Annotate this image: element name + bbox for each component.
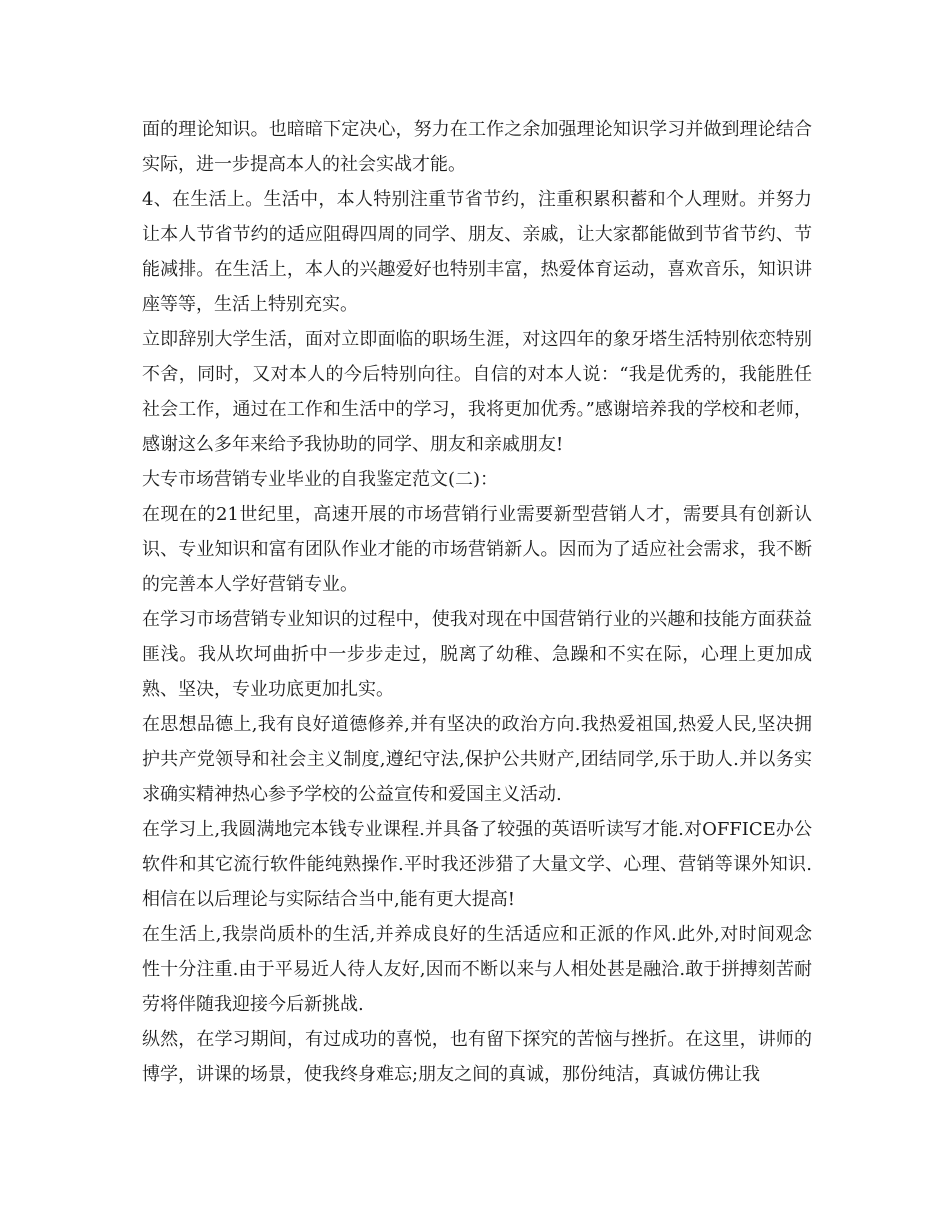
paragraph-21st-century: 在现在的21世纪里，高速开展的市场营销行业需要新型营销人才，需要具有创新认识、专业知识和富有团队作业才能的市场营销新人。因而为了适应社会需求，我不断的完善本人学好营销专业。 xyxy=(142,504,812,595)
paragraph-life-4: 4、在生活上。生活中，本人特别注重节省节约，注重积累积蓄和个人理财。并努力让本人节省节约的适应阻碍四周的同学、朋友、亲戚，让大家都能做到节省节约、节能减排。在生活上，本人的兴趣爱好也特别丰富，热爱体育运动，喜欢音乐，知识讲座等等，生活上特别充实。 xyxy=(142,189,812,315)
paragraph-theory-knowledge: 面的理论知识。也暗暗下定决心，努力在工作之余加强理论知识学习并做到理论结合实际，进一步提高本人的社会实战才能。 xyxy=(142,119,812,175)
paragraph-farewell: 立即辞别大学生活，面对立即面临的职场生涯，对这四年的象牙塔生活特别依恋特别不舍，同时，又对本人的今后特别向往。自信的对本人说：“我是优秀的，我能胜任社会工作，通过在工作和生活中的学习，我将更加优秀。”感谢培养我的学校和老师，感谢这么多年来给予我协助的同学、朋友和亲戚朋友! xyxy=(142,329,812,455)
section-heading-example-2: 大专市场营销专业毕业的自我鉴定范文(二)： xyxy=(142,469,499,490)
paragraph-study-marketing: 在学习市场营销专业知识的过程中，使我对现在中国营销行业的兴趣和技能方面获益匪浅。我从坎坷曲折中一步步走过，脱离了幼稚、急躁和不实在际，心理上更加成熟、坚决，专业功底更加扎实。 xyxy=(142,609,812,700)
paragraph-reflection: 纵然，在学习期间，有过成功的喜悦，也有留下探究的苦恼与挫折。在这里，讲师的博学，讲课的场景，使我终身难忘;朋友之间的真诚，那份纯洁，真诚仿佛让我 xyxy=(142,1029,812,1085)
paragraph-life: 在生活上,我崇尚质朴的生活,并养成良好的生活适应和正派的作风.此外,对时间观念性十分注重.由于平易近人待人友好,因而不断以来与人相处甚是融洽.敢于拼搏刻苦耐劳将伴随我迎接今后新挑战. xyxy=(142,924,812,1015)
paragraph-ideology-morality: 在思想品德上,我有良好道德修养,并有坚决的政治方向.我热爱祖国,热爱人民,坚决拥护共产党领导和社会主义制度,遵纪守法,保护公共财产,团结同学,乐于助人.并以务实求确实精神热心参予学校的公益宣传和爱国主义活动. xyxy=(142,714,812,805)
document-body xyxy=(142,112,812,1092)
paragraph-study: 在学习上,我圆满地完本钱专业课程.并具备了较强的英语听读写才能.对OFFICE办公软件和其它流行软件能纯熟操作.平时我还涉猎了大量文学、心理、营销等课外知识.相信在以后理论与实际结合当中,能有更大提高! xyxy=(142,819,812,910)
